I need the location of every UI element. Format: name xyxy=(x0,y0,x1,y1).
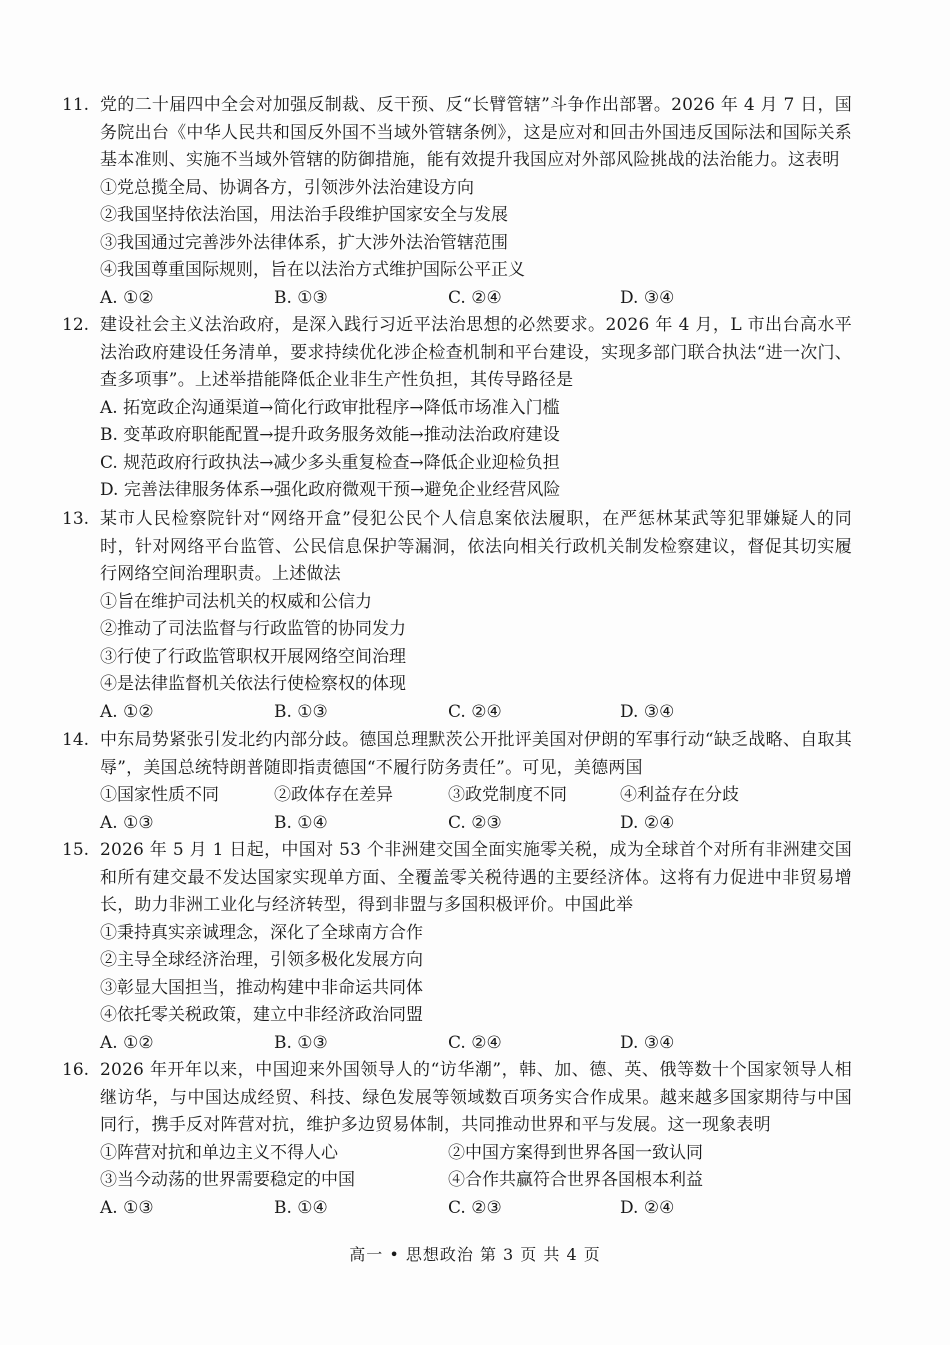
option-c: C. ②④ xyxy=(448,701,502,722)
question-stem: 2026 年 5 月 1 日起，中国对 53 个非洲建交国全面实施零关税，成为全球首个对所有非洲建交国和所有建交最不发达国家实现单方面、全覆盖零关税待遇的主要经济体。这将有力促进中非贸易增长，助力非洲工业化与经济转型，得到非盟与多国积极评价。中国此举 xyxy=(100,840,852,915)
question-number: 12. xyxy=(62,315,90,335)
statements-row-2 xyxy=(100,1167,852,1195)
question-stem: 党的二十届四中全会对加强反制裁、反干预、反“长臂管辖”斗争作出部署。2026 年 4 月 7 日，国务院出台《中华人民共和国反外国不当域外管辖条例》，这是应对和回击外国违反国际法和国际关系基本准则、实施不当域外管辖的防御措施，能有效提升我国应对外部风险挑战的法治能力。这表明 xyxy=(100,95,852,170)
option-d: D. 完善法律服务体系→强化政府微观干预→避免企业经营风险 xyxy=(100,480,561,500)
options-row xyxy=(100,699,852,727)
statement-4: ④利益存在分歧 xyxy=(620,785,739,805)
option-b: B. ①④ xyxy=(274,1197,328,1218)
question-number: 11. xyxy=(62,95,90,115)
statement-1: ①秉持真实亲诚理念，深化了全球南方合作 xyxy=(100,922,423,943)
option-b: B. ①③ xyxy=(274,287,328,308)
question-number: 15. xyxy=(62,840,90,860)
option-a: A. ①② xyxy=(100,287,154,308)
option-b: B. ①③ xyxy=(274,1032,328,1053)
option-b: B. 变革政府职能配置→提升政务服务效能→推动法治政府建设 xyxy=(100,425,560,445)
question-12 xyxy=(62,312,852,505)
question-16 xyxy=(62,1057,852,1222)
statements-row-1 xyxy=(100,1140,852,1168)
question-stem: 2026 年开年以来，中国迎来外国领导人的“访华潮”，韩、加、德、英、俄等数十个国家领导人相继访华，与中国达成经贸、科技、绿色发展等领域数百项务实合作成果。越来越多国家期待与中国同行，携手反对阵营对抗，维护多边贸易体制，共同推动世界和平与发展。这一现象表明 xyxy=(100,1060,852,1135)
options-row xyxy=(100,1030,852,1058)
option-d: D. ③④ xyxy=(620,1032,675,1053)
statement-1: ①党总揽全局、协调各方，引领涉外法治建设方向 xyxy=(100,177,474,198)
option-d: D. ②④ xyxy=(620,812,675,833)
statement-3: ③我国通过完善涉外法律体系，扩大涉外法治管辖范围 xyxy=(100,232,508,253)
option-b: B. ①④ xyxy=(274,812,328,833)
option-a: A. ①③ xyxy=(100,812,154,833)
option-d: D. ②④ xyxy=(620,1197,675,1218)
option-a: A. ①② xyxy=(100,1032,154,1053)
options-row xyxy=(100,285,852,313)
question-number: 14. xyxy=(62,730,90,750)
option-a: A. ①③ xyxy=(100,1197,154,1218)
question-13 xyxy=(62,506,852,726)
statement-2: ②推动了司法监督与行政监管的协同发力 xyxy=(100,619,406,639)
option-c: C. ②③ xyxy=(448,1197,502,1218)
statement-1: ①阵营对抗和单边主义不得人心 xyxy=(100,1142,338,1163)
option-a: A. ①② xyxy=(100,701,154,722)
option-c: C. ②④ xyxy=(448,1032,502,1053)
question-stem: 建设社会主义法治政府，是深入践行习近平法治思想的必然要求。2026 年 4 月，L 市出台高水平法治政府建设任务清单，要求持续优化涉企检查机制和平台建设，实现多部门联合执法“进一次门、查多项事”。上述举措能降低企业非生产性负担，其传导路径是 xyxy=(100,315,852,390)
question-15 xyxy=(62,837,852,1057)
statements-row xyxy=(100,782,852,810)
question-stem: 某市人民检察院针对“网络开盒”侵犯公民个人信息案依法履职，在严惩林某武等犯罪嫌疑人的同时，针对网络平台监管、公民信息保护等漏洞，依法向相关行政机关制发检察建议，督促其切实履行网络空间治理职责。上述做法 xyxy=(100,509,852,584)
option-c: C. ②③ xyxy=(448,812,502,833)
statement-1: ①国家性质不同 xyxy=(100,785,219,805)
question-stem: 中东局势紧张引发北约内部分歧。德国总理默茨公开批评美国对伊朗的军事行动“缺乏战略、自取其辱”，美国总统特朗普随即指责德国“不履行防务责任”。可见，美德两国 xyxy=(100,730,852,778)
statement-2: ②政体存在差异 xyxy=(274,785,393,805)
statement-3: ③行使了行政监管职权开展网络空间治理 xyxy=(100,646,406,667)
question-14 xyxy=(62,727,852,837)
option-d: D. ③④ xyxy=(620,701,675,722)
page-footer: 高一 • 思想政治 第 3 页 共 4 页 xyxy=(349,1245,601,1264)
option-b: B. ①③ xyxy=(274,701,328,722)
statement-4: ④合作共赢符合世界各国根本利益 xyxy=(448,1170,703,1190)
option-c: C. ②④ xyxy=(448,287,502,308)
option-c: C. 规范政府行政执法→减少多头重复检查→降低企业迎检负担 xyxy=(100,452,560,473)
statement-4: ④依托零关税政策，建立中非经济政治同盟 xyxy=(100,1005,423,1025)
statement-3: ③当今动荡的世界需要稳定的中国 xyxy=(100,1170,355,1190)
statement-4: ④我国尊重国际规则，旨在以法治方式维护国际公平正义 xyxy=(100,260,525,280)
options-row xyxy=(100,1195,852,1223)
statement-1: ①旨在维护司法机关的权威和公信力 xyxy=(100,591,372,612)
statement-3: ③政党制度不同 xyxy=(448,785,567,805)
question-number: 13. xyxy=(62,509,90,529)
option-d: D. ③④ xyxy=(620,287,675,308)
statement-3: ③彰显大国担当，推动构建中非命运共同体 xyxy=(100,977,423,998)
statement-2: ②主导全球经济治理，引领多极化发展方向 xyxy=(100,950,423,970)
statement-2: ②我国坚持依法治国，用法治手段维护国家安全与发展 xyxy=(100,205,508,225)
question-11 xyxy=(62,92,852,312)
option-a: A. 拓宽政企沟通渠道→简化行政审批程序→降低市场准入门槛 xyxy=(100,397,560,418)
statement-2: ②中国方案得到世界各国一致认同 xyxy=(448,1142,703,1163)
question-number: 16. xyxy=(62,1060,90,1080)
statement-4: ④是法律监督机关依法行使检察权的体现 xyxy=(100,674,406,694)
options-row xyxy=(100,810,852,838)
